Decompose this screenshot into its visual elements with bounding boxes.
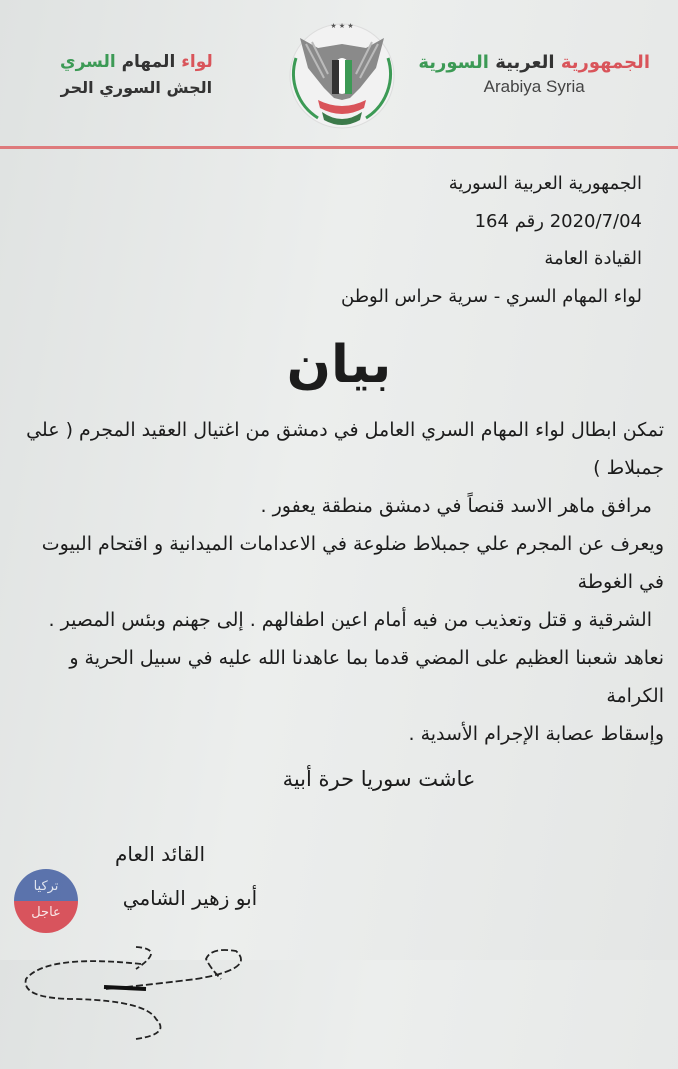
statement-title: بيان <box>286 335 392 395</box>
header-republic-latin: Arabiya Syria <box>483 77 585 96</box>
body-line: نعاهد شعبنا العظيم على المضي قدما بما عاهدنا الله عليه في سبيل الحرية و الكرامة <box>69 647 664 707</box>
header-word: لواء <box>181 52 213 72</box>
header-divider <box>0 146 678 149</box>
body-line: ويعرف عن المجرم علي جمبلاط ضلوعة في الاعدامات الميدانية و اقتحام البيوت في الغوطة <box>41 533 664 593</box>
statement-content <box>14 325 664 1069</box>
signatory-role: القائد العام <box>114 842 206 866</box>
watermark-text: تركيا <box>14 869 78 901</box>
header-republic-arabic <box>418 52 650 73</box>
header-word: المهام <box>121 52 176 72</box>
body-line: وإسقاط عصابة الإجرام الأسدية . <box>408 723 664 745</box>
body-line: مرافق ماهر الاسد قنصاً في دمشق منطقة يعفور . <box>260 495 652 517</box>
handwritten-signature <box>16 939 266 1049</box>
signatory-name: أبو زهير الشامي <box>122 886 258 910</box>
header-brigade <box>60 52 213 97</box>
statement-body <box>14 411 664 753</box>
header-word: العربية <box>495 52 555 73</box>
header-word: السري <box>60 52 116 72</box>
header-brigade-name <box>60 52 213 72</box>
address-line: 2020/7/04 رقم 164 <box>474 210 642 232</box>
body-line: الشرقية و قتل وتعذيب من فيه أمام اعين اطفالهم . إلى جهنم وبئس المصير . <box>48 609 652 631</box>
address-block <box>341 165 642 315</box>
address-line: القيادة العامة <box>544 248 642 269</box>
header-word: الجمهورية <box>560 52 650 73</box>
signature-block <box>14 839 314 1069</box>
address-line: الجمهورية العربية السورية <box>448 173 642 194</box>
header-word: السورية <box>418 52 489 73</box>
svg-text:★ ★ ★: ★ ★ ★ <box>330 22 354 30</box>
body-line: تمكن ابطال لواء المهام السري العامل في دمشق من اغتيال العقيد المجرم ( علي جمبلاط ) <box>26 419 664 479</box>
emblem-logo <box>278 8 408 130</box>
watermark-logo <box>14 869 78 933</box>
address-line: لواء المهام السري - سرية حراس الوطن <box>341 285 642 307</box>
header-army-name: الجش السوري الحر <box>60 78 213 97</box>
watermark-text: عاجل <box>14 901 78 933</box>
closing-slogan: عاشت سوريا حرة أبية <box>282 767 476 791</box>
header-republic <box>418 52 650 97</box>
